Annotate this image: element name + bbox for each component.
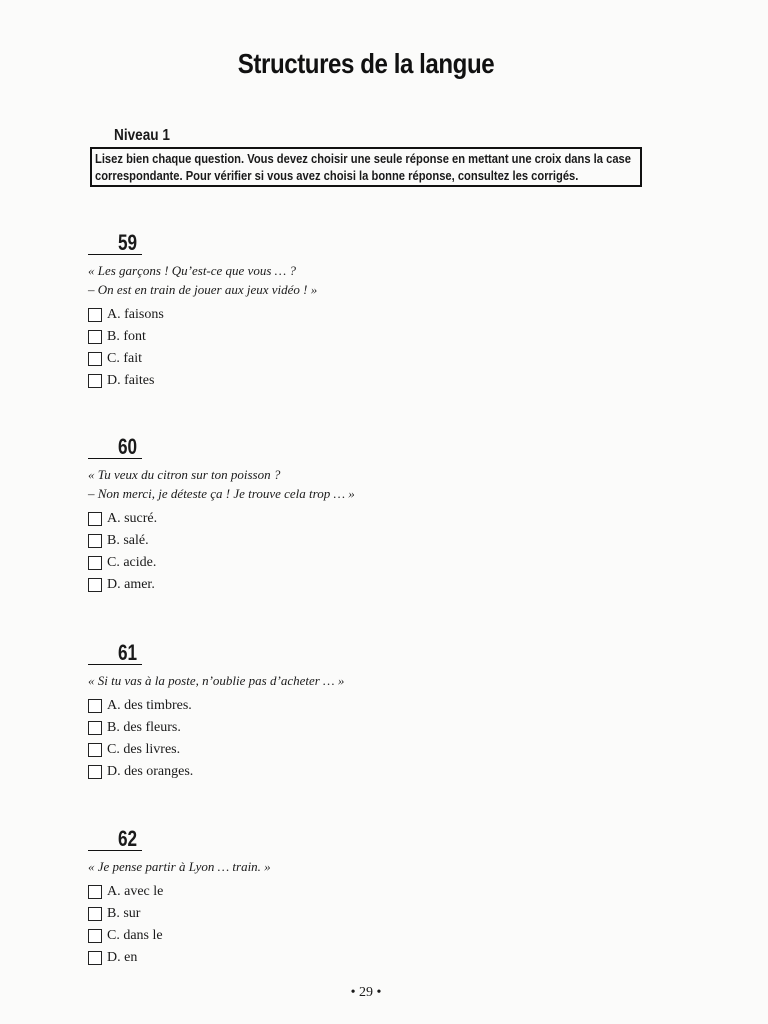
answer-option[interactable]: [88, 348, 568, 370]
answer-options: [88, 304, 568, 392]
option-label: D. en: [107, 950, 138, 965]
checkbox[interactable]: [88, 308, 102, 322]
page-title: Structures de la langue: [237, 48, 495, 79]
checkbox[interactable]: [88, 556, 102, 570]
option-label: A. avec le: [107, 884, 164, 899]
question-number-rule: [88, 826, 142, 851]
question-60: [88, 434, 568, 596]
question-prompt: [88, 671, 568, 690]
answer-option[interactable]: [88, 947, 568, 969]
prompt-line: « Si tu vas à la poste, n’oublie pas d’acheter … »: [88, 673, 345, 688]
answer-option[interactable]: [88, 552, 568, 574]
option-label: B. des fleurs.: [107, 720, 181, 735]
instructions-line-1: Lisez bien chaque question. Vous devez choisir une seule réponse en mettant une croix dans la case: [95, 151, 631, 166]
checkbox[interactable]: [88, 885, 102, 899]
level-header: [90, 127, 176, 149]
answer-option[interactable]: [88, 370, 568, 392]
answer-options: [88, 881, 568, 969]
answer-option[interactable]: [88, 574, 568, 596]
answer-options: [88, 508, 568, 596]
question-number: 60: [118, 434, 138, 459]
answer-option[interactable]: [88, 717, 568, 739]
answer-options: [88, 695, 568, 783]
question-number: 61: [118, 640, 138, 665]
option-label: C. des livres.: [107, 742, 181, 757]
question-62: [88, 826, 568, 969]
checkbox[interactable]: [88, 951, 102, 965]
question-number: 62: [118, 826, 138, 851]
checkbox[interactable]: [88, 765, 102, 779]
checkbox[interactable]: [88, 352, 102, 366]
option-label: D. des oranges.: [107, 764, 194, 779]
question-59: [88, 230, 568, 392]
option-label: C. dans le: [107, 928, 163, 943]
checkbox[interactable]: [88, 534, 102, 548]
question-number-rule: [88, 640, 142, 665]
question-61: [88, 640, 568, 783]
question-number-rule: [88, 434, 142, 459]
question-number-rule: [88, 230, 142, 255]
option-label: D. amer.: [107, 577, 155, 592]
answer-option[interactable]: [88, 530, 568, 552]
answer-option[interactable]: [88, 508, 568, 530]
page-number: • 29 •: [350, 985, 382, 1000]
option-label: C. fait: [107, 351, 142, 366]
level-label: Niveau 1: [114, 127, 170, 144]
option-label: A. sucré.: [107, 511, 158, 526]
answer-option[interactable]: [88, 326, 568, 348]
checkbox[interactable]: [88, 512, 102, 526]
option-label: B. salé.: [107, 533, 149, 548]
question-prompt: [88, 857, 568, 876]
option-label: D. faites: [107, 373, 155, 388]
answer-option[interactable]: [88, 881, 568, 903]
instructions-line-2: correspondante. Pour vérifier si vous avez choisi la bonne réponse, consultez les corrigés.: [95, 168, 579, 183]
answer-option[interactable]: [88, 695, 568, 717]
prompt-line: « Tu veux du citron sur ton poisson ?: [88, 467, 281, 482]
checkbox[interactable]: [88, 929, 102, 943]
option-label: A. faisons: [107, 307, 164, 322]
answer-option[interactable]: [88, 739, 568, 761]
checkbox[interactable]: [88, 578, 102, 592]
prompt-line: – Non merci, je déteste ça ! Je trouve cela trop … »: [88, 486, 355, 501]
checkbox[interactable]: [88, 330, 102, 344]
checkbox[interactable]: [88, 699, 102, 713]
option-label: B. sur: [107, 906, 141, 921]
answer-option[interactable]: [88, 925, 568, 947]
checkbox[interactable]: [88, 721, 102, 735]
option-label: A. des timbres.: [107, 698, 192, 713]
option-label: C. acide.: [107, 555, 157, 570]
question-number: 59: [118, 230, 138, 255]
checkbox[interactable]: [88, 374, 102, 388]
answer-option[interactable]: [88, 903, 568, 925]
prompt-line: « Je pense partir à Lyon … train. »: [88, 859, 271, 874]
prompt-line: « Les garçons ! Qu’est-ce que vous … ?: [88, 263, 296, 278]
instructions-box: [90, 147, 642, 187]
question-prompt: [88, 465, 568, 503]
checkbox[interactable]: [88, 743, 102, 757]
prompt-line: – On est en train de jouer aux jeux vidéo ! »: [88, 282, 318, 297]
checkbox[interactable]: [88, 907, 102, 921]
question-prompt: [88, 261, 568, 299]
option-label: B. font: [107, 329, 146, 344]
answer-option[interactable]: [88, 761, 568, 783]
answer-option[interactable]: [88, 304, 568, 326]
